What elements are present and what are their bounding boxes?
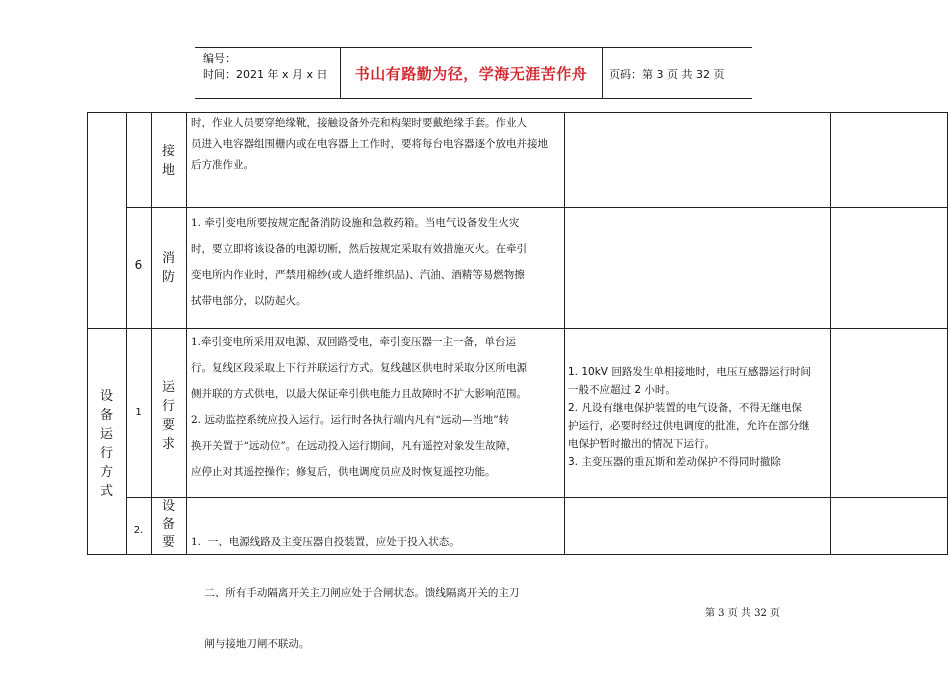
- col-rule: [947, 112, 948, 555]
- fire-number: 6: [134, 258, 143, 272]
- equipment-content: 1. 一、电源线路及主变压器自投装置，应处于投入状态。 二、所有手动隔离开关主刀闸应处于合闸状态。馈线隔离开关的主刀 闸与接地刀闸不联动。: [191, 536, 520, 650]
- col-rule: [126, 112, 127, 555]
- requirements-title: 运 行 要 求: [161, 380, 175, 452]
- page-header: [195, 47, 752, 99]
- header-meta: [203, 51, 328, 83]
- page-footer: 第 3 页 共 32 页: [705, 608, 780, 619]
- header-time: 时间：2021 年 x 月 x 日: [203, 68, 328, 81]
- operation-section-title: 设 备 运 行 方 式: [99, 389, 113, 499]
- header-motto: 书山有路勤为径，学海无涯苦作舟: [354, 65, 588, 83]
- header-top-rule: [195, 47, 752, 48]
- requirements-content: 1.牵引变电所采用双电源、双回路受电，牵引变压器一主一备，单台运 行。复线区段采取上下行并联运行方式。复线越区供电时采取分区所电源 侧并联的方式供电，以最大保证牵引供电能力且故障时不扩大影响范围。 2. 远动监控系统应投入运行。运行时各执行端内凡有“远动—当地”转 换开关置于“远动位”。在远动投入运行期间，凡有遥控对象发生故障， 应停止对其遥控操作；修复后，供电调度员应及时恢复遥控功能。: [191, 336, 527, 478]
- requirements-number: 1: [135, 407, 142, 418]
- fire-content: 1. 牵引变电所要按规定配备消防设施和急救药箱。当电气设备发生火灾 时，要立即将该设备的电源切断，然后按规定采取有效措施灭火。在牵引 变电所内作业时，严禁用棉纱(或人造纤维织品)、汽油、酒精等易燃物擦 拭带电部分，以防起火。: [191, 217, 527, 307]
- col-rule: [564, 112, 565, 555]
- header-page-info: 页码：第 3 页 共 32 页: [609, 68, 725, 81]
- fire-title: 消 防: [161, 251, 175, 285]
- col-rule: [830, 112, 831, 555]
- requirements-notes: 1. 10kV 回路发生单相接地时，电压互感器运行时间 一般不应超过 2 小时。 2. 凡设有继电保护装置的电气设备，不得无继电保 护运行，必要时经过供电调度的批准，允许在部分继 电保护暂时撤出的情况下运行。 3. 主变压器的重瓦斯和差动保护不得同时撤除: [568, 366, 811, 468]
- header-number: 编号：: [203, 52, 236, 65]
- header-divider-left: [340, 47, 341, 99]
- equipment-number: 2.: [133, 525, 144, 536]
- row-rule: [126, 497, 948, 498]
- row-rule: [126, 207, 948, 208]
- header-bottom-rule: [195, 98, 752, 99]
- grounding-title: 接 地: [161, 144, 175, 178]
- grounding-content: 时，作业人员要穿绝缘靴，接触设备外壳和构架时要戴绝缘手套。作业人 员进入电容器组围栅内或在电容器上工作时，要将每台电容器逐个放电并接地 后方准作业。: [191, 117, 548, 171]
- header-divider-right: [602, 47, 603, 99]
- equipment-title: 设 备 要: [161, 499, 175, 550]
